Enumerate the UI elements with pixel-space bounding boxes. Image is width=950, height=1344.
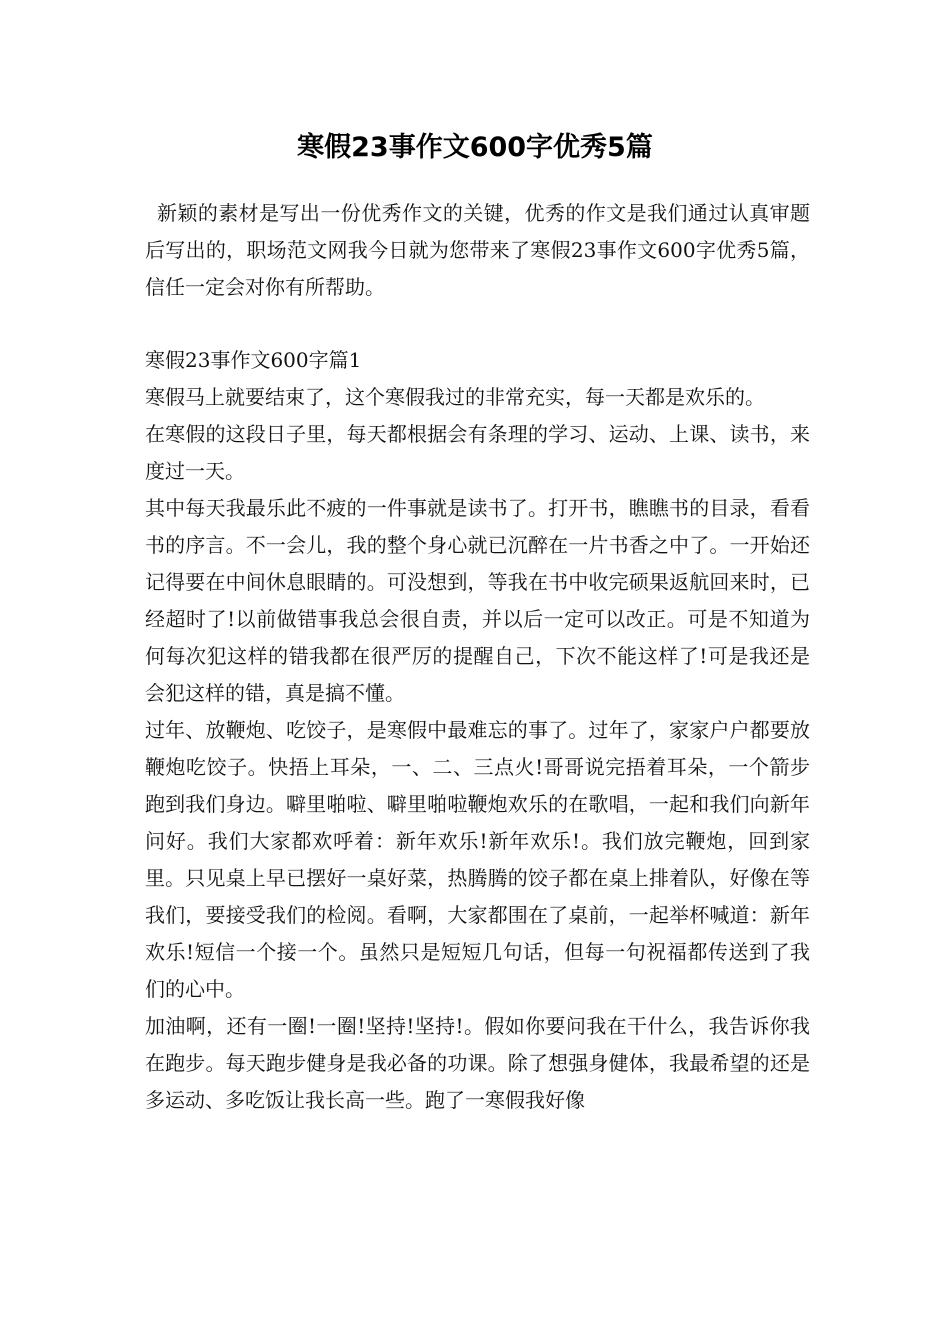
essay-paragraph-5: 加油啊，还有一圈!一圈!坚持!坚持!。假如你要问我在干什么，我告诉你我在跑步。每天跑步健身是我必备的功课。除了想强身健体，我最希望的还是多运动、多吃饭让我长高一些。跑了一寒假我好像 xyxy=(145,1014,810,1112)
essay-paragraph-4: 过年、放鞭炮、吃饺子，是寒假中最难忘的事了。过年了，家家户户都要放鞭炮吃饺子。快捂上耳朵，一、二、三点火!哥哥说完捂着耳朵，一个箭步跑到我们身边。噼里啪啦、噼里啪啦鞭炮欢乐的在歌唱，一起和我们向新年问好。我们大家都欢呼着：新年欢乐!新年欢乐!。我们放完鞭炮，回到家里。只见桌上早已摆好一桌好菜，热腾腾的饺子都在桌上排着队，好像在等我们，要接受我们的检阅。看啊，大家都围在了桌前，一起举杯喊道：新年欢乐!短信一个接一个。虽然只是短短几句话，但每一句祝福都传送到了我们的心中。 xyxy=(145,718,810,1001)
essay-section xyxy=(145,342,810,1119)
essay-paragraph-3: 其中每天我最乐此不疲的一件事就是读书了。打开书，瞧瞧书的目录，看看书的序言。不一会儿，我的整个身心就已沉醉在一片书香之中了。一开始还记得要在中间休息眼睛的。可没想到，等我在书中收完硕果返航回来时，已经超时了!以前做错事我总会很自责，并以后一定可以改正。可是不知道为何每次犯这样的错我都在很严厉的提醒自己，下次不能这样了!可是我还是会犯这样的错，真是搞不懂。 xyxy=(145,496,810,705)
section-heading: 寒假23事作文600字篇1 xyxy=(145,348,362,372)
essay-paragraph-1: 寒假马上就要结束了，这个寒假我过的非常充实，每一天都是欢乐的。 xyxy=(145,385,765,409)
intro-paragraph: 新颖的素材是写出一份优秀作文的关键，优秀的作文是我们通过认真审题后写出的，职场范文网我今日就为您带来了寒假23事作文600字优秀5篇，信任一定会对你有所帮助。 xyxy=(145,201,810,299)
essay-paragraph-2: 在寒假的这段日子里，每天都根据会有条理的学习、运动、上课、读书，来度过一天。 xyxy=(145,422,810,483)
document-title: 寒假23事作文600字优秀5篇 xyxy=(297,132,653,163)
